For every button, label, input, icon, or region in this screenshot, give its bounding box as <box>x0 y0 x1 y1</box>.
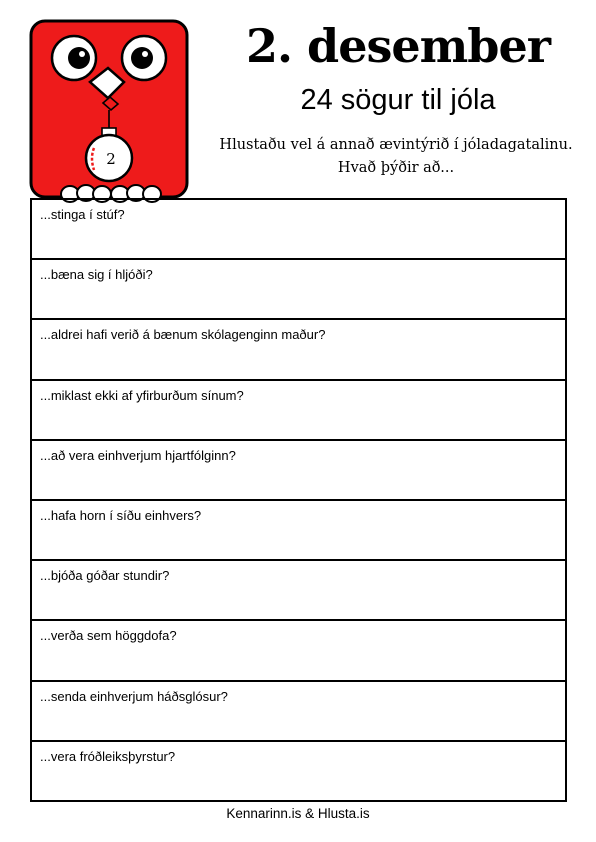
question-row[interactable] <box>32 501 565 561</box>
question-text: ...miklast ekki af yfirburðum sínum? <box>40 387 244 403</box>
question-text: ...vera fróðleiksþyrstur? <box>40 748 176 764</box>
question-table <box>30 198 567 802</box>
question-text: ...að vera einhverjum hjartfólginn? <box>40 447 236 463</box>
question-text: ...bæna sig í hljóði? <box>40 267 153 283</box>
page-title: 2. desember <box>246 19 550 73</box>
footer-credit: Kennarinn.is & Hlusta.is <box>226 806 370 821</box>
page-subtitle: 24 sögur til jóla <box>300 84 496 116</box>
question-text: ...bjóða góðar stundir? <box>40 568 170 584</box>
question-row[interactable] <box>32 682 565 742</box>
question-row[interactable] <box>32 200 565 260</box>
instruction-line: Hvað þýðir að... <box>337 160 455 176</box>
instructions <box>196 134 596 180</box>
question-text: ...senda einhverjum háðsglósur? <box>40 688 228 704</box>
question-row[interactable] <box>32 320 565 380</box>
question-row[interactable] <box>32 742 565 800</box>
instruction-line: Hlustaðu vel á annað ævintýrið í jóladagatalinu. <box>219 137 573 153</box>
ornament-number: 2 <box>106 150 116 168</box>
question-text: ...hafa horn í síðu einhvers? <box>40 508 202 524</box>
question-row[interactable] <box>32 381 565 441</box>
question-text: ...verða sem höggdofa? <box>40 628 177 644</box>
owl-illustration <box>28 18 192 204</box>
question-row[interactable] <box>32 260 565 320</box>
question-text: ...aldrei hafi verið á bænum skólagenginn maður? <box>40 327 326 343</box>
question-text: ...stinga í stúf? <box>40 207 125 222</box>
ornament-icon <box>86 135 132 181</box>
question-row[interactable] <box>32 441 565 501</box>
question-row[interactable] <box>32 561 565 621</box>
question-row[interactable] <box>32 621 565 681</box>
